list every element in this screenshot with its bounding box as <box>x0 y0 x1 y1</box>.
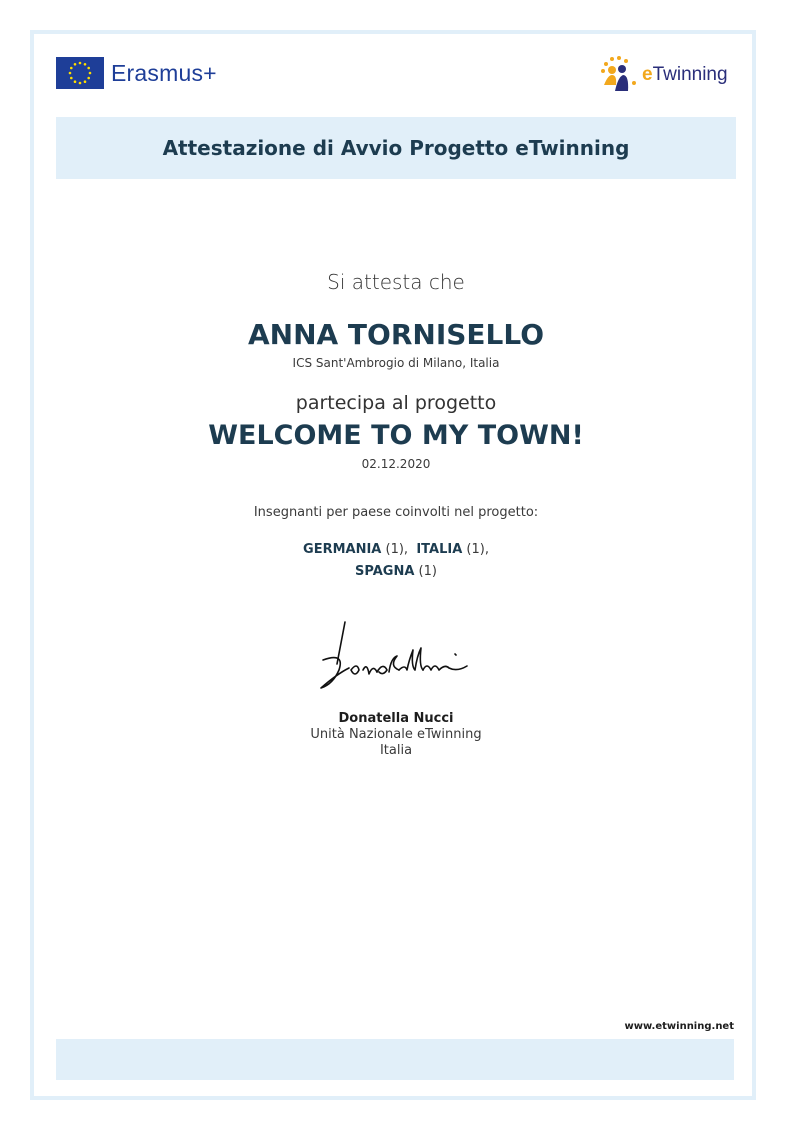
teachers-label: Insegnanti per paese coinvolti nel progetto: <box>253 505 539 520</box>
erasmus-wordmark: Erasmus+ <box>111 59 217 86</box>
eu-flag-icon <box>56 57 104 89</box>
intro-text: Si attesta che <box>327 270 465 294</box>
etwinning-logo <box>598 55 728 95</box>
participates-text: partecipa al progetto <box>295 392 497 414</box>
project-date: 02.12.2020 <box>361 457 431 471</box>
footer-banner <box>56 1039 734 1080</box>
website-link[interactable]: www.etwinning.net <box>624 1021 734 1032</box>
erasmus-logo <box>56 56 217 90</box>
project-title: WELCOME TO MY TOWN! <box>208 420 584 451</box>
country-item: GERMANIA (1), <box>303 542 409 557</box>
countries-list <box>56 539 736 583</box>
signature-image <box>315 618 475 698</box>
country-item: SPAGNA (1) <box>355 564 437 579</box>
certificate-title: Attestazione di Avvio Progetto eTwinning <box>162 136 630 160</box>
title-banner <box>56 117 736 179</box>
signer-role: Unità Nazionale eTwinning <box>310 727 482 742</box>
etwinning-figures-icon <box>598 55 640 95</box>
signer-name: Donatella Nucci <box>338 711 454 726</box>
school-name: ICS Sant'Ambrogio di Milano, Italia <box>292 356 500 370</box>
etwinning-wordmark: eTwinning <box>642 64 728 85</box>
signer-country: Italia <box>379 743 413 758</box>
participant-name: ANNA TORNISELLO <box>247 318 545 351</box>
country-item: ITALIA (1), <box>416 542 489 557</box>
